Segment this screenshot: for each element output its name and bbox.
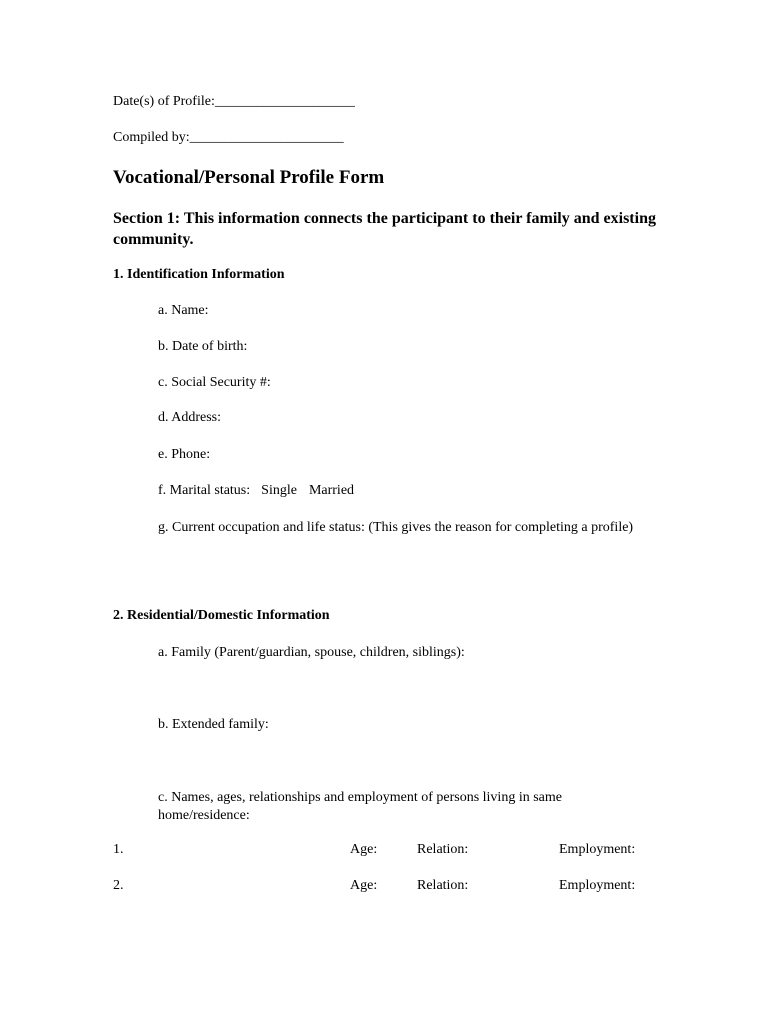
household-row-2-relation: Relation: bbox=[417, 878, 469, 893]
marital-status-label: f. Marital status: bbox=[158, 483, 251, 498]
household-row-1-number: 1. bbox=[113, 842, 124, 857]
household-row-1-age: Age: bbox=[350, 842, 378, 857]
household-row-2-age: Age: bbox=[350, 878, 378, 893]
marital-option-married: Married bbox=[308, 483, 355, 498]
household-row-1-relation: Relation: bbox=[417, 842, 469, 857]
household-row-2-number: 2. bbox=[113, 878, 124, 893]
family-field: a. Family (Parent/guardian, spouse, children, siblings): bbox=[158, 645, 465, 660]
extended-family-field: b. Extended family: bbox=[158, 717, 269, 732]
phone-field: e. Phone: bbox=[158, 447, 211, 462]
form-title: Vocational/Personal Profile Form bbox=[113, 167, 385, 188]
residential-heading: 2. Residential/Domestic Information bbox=[113, 608, 330, 623]
social-security-field: c. Social Security #: bbox=[158, 375, 271, 390]
address-field: d. Address: bbox=[158, 410, 221, 425]
date-of-birth-field: b. Date of birth: bbox=[158, 339, 248, 354]
dates-of-profile-field: Date(s) of Profile:____________________ bbox=[113, 94, 355, 109]
section-1-heading: Section 1: This information connects the participant to their family and existing community. bbox=[113, 210, 656, 248]
household-row-1-employment: Employment: bbox=[559, 842, 636, 857]
marital-option-single: Single bbox=[261, 483, 297, 498]
household-persons-field: c. Names, ages, relationships and employment of persons living in same home/residence: bbox=[158, 790, 562, 823]
name-field: a. Name: bbox=[158, 303, 209, 318]
marital-status-field bbox=[158, 483, 354, 499]
current-occupation-field: g. Current occupation and life status: (This gives the reason for completing a profile) bbox=[158, 520, 634, 535]
household-row-2-employment: Employment: bbox=[559, 878, 636, 893]
identification-heading: 1. Identification Information bbox=[113, 267, 285, 282]
compiled-by-field: Compiled by:______________________ bbox=[113, 130, 344, 145]
